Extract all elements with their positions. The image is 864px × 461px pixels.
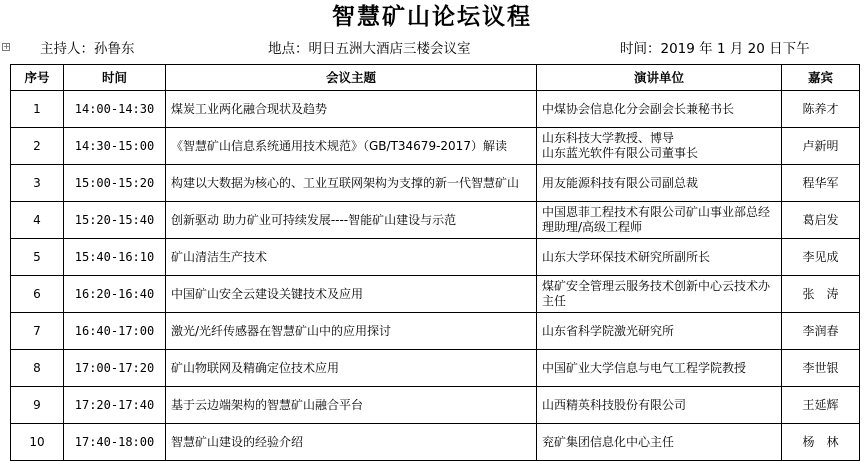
time-label: 时间：2019 年 1 月 20 日下午 [620,41,810,57]
cell-speaker-unit [537,313,782,350]
header-number: 序号 [11,65,64,91]
cell-guest: 卢新明 [782,128,860,165]
cell-time: 15:20-15:40 [64,202,166,239]
cell-time: 17:20-17:40 [64,387,166,424]
cell-guest: 李见成 [782,239,860,276]
host-label: 主持人：孙鲁东 [40,41,135,57]
cell-topic: 激光/光纤传感器在智慧矿山中的应用探讨 [166,313,537,350]
table-row [11,91,860,128]
cell-time: 14:30-15:00 [64,128,166,165]
speaker-unit-line: 中国恩菲工程技术有限公司矿山事业部总经理助理/高级工程师 [542,205,771,234]
header-time: 时间 [64,65,166,91]
cell-time: 17:40-18:00 [64,424,166,461]
cell-topic: 矿山物联网及精确定位技术应用 [166,350,537,387]
cell-speaker-unit [537,239,782,276]
cell-speaker-unit [537,165,782,202]
cell-guest: 程华军 [782,165,860,202]
cell-topic: 矿山清洁生产技术 [166,239,537,276]
cell-time: 16:40-17:00 [64,313,166,350]
table-row [11,202,860,239]
speaker-unit-line: 山东蓝光软件有限公司董事长 [542,146,699,160]
cell-number: 8 [11,350,64,387]
cell-number: 5 [11,239,64,276]
header-topic: 会议主题 [166,65,537,91]
table-row [11,165,860,202]
cell-speaker-unit [537,202,782,239]
location-label: 地点：明日五洲大酒店三楼会议室 [268,41,471,57]
cell-topic: 中国矿山安全云建设关键技术及应用 [166,276,537,313]
cell-number: 1 [11,91,64,128]
cell-number: 6 [11,276,64,313]
cell-number: 10 [11,424,64,461]
agenda-table [10,64,860,461]
table-move-handle-icon[interactable]: + [3,42,10,51]
speaker-unit-line: 山东大学环保技术研究所副所长 [542,249,711,264]
cell-time: 14:00-14:30 [64,91,166,128]
cell-guest: 葛启发 [782,202,860,239]
cell-number: 4 [11,202,64,239]
table-row [11,239,860,276]
cell-number: 2 [11,128,64,165]
speaker-unit-line: 用友能源科技有限公司副总裁 [542,175,699,190]
cell-number: 9 [11,387,64,424]
speaker-unit-line: 中煤协会信息化分会副会长兼秘书长 [542,101,735,116]
table-header-row [11,65,860,91]
cell-speaker-unit [537,350,782,387]
cell-speaker-unit [537,276,782,313]
cell-topic: 《智慧矿山信息系统通用技术规范》（GB/T34679-2017）解读 [166,128,537,165]
cell-time: 17:00-17:20 [64,350,166,387]
cell-guest: 杨 林 [782,424,860,461]
cell-topic: 智慧矿山建设的经验介绍 [166,424,537,461]
speaker-unit-line: 山东省科学院激光研究所 [542,323,675,338]
speaker-unit-line: 山西精英科技股份有限公司 [542,397,687,412]
cell-time: 15:00-15:20 [64,165,166,202]
table-row [11,424,860,461]
cell-topic: 煤炭工业两化融合现状及趋势 [166,91,537,128]
cell-number: 7 [11,313,64,350]
speaker-unit-line: 中国矿业大学信息与电气工程学院教授 [542,360,747,375]
cell-number: 3 [11,165,64,202]
cell-topic: 基于云边端架构的智慧矿山融合平台 [166,387,537,424]
table-row [11,387,860,424]
header-guest: 嘉宾 [782,65,860,91]
header-speaker-unit: 演讲单位 [537,65,782,91]
cell-guest: 张 涛 [782,276,860,313]
speaker-unit-line: 山东科技大学教授、博导 [542,131,675,145]
table-row [11,350,860,387]
cell-topic: 构建以大数据为核心的、工业互联网架构为支撑的新一代智慧矿山 [166,165,537,202]
speaker-unit-line: 煤矿安全管理云服务技术创新中心云技术办主任 [542,279,771,308]
page-title: 智慧矿山论坛议程 [332,4,532,30]
cell-topic: 创新驱动 助力矿业可持续发展----智能矿山建设与示范 [166,202,537,239]
table-row [11,276,860,313]
cell-speaker-unit [537,387,782,424]
cell-guest: 王延辉 [782,387,860,424]
table-row [11,128,860,165]
table-row [11,313,860,350]
cell-speaker-unit [537,91,782,128]
cell-speaker-unit [537,424,782,461]
cell-guest: 李世银 [782,350,860,387]
cell-time: 15:40-16:10 [64,239,166,276]
cell-speaker-unit [537,128,782,165]
speaker-unit-line: 兖矿集团信息化中心主任 [542,434,675,449]
cell-guest: 陈养才 [782,91,860,128]
cell-time: 16:20-16:40 [64,276,166,313]
cell-guest: 李润春 [782,313,860,350]
